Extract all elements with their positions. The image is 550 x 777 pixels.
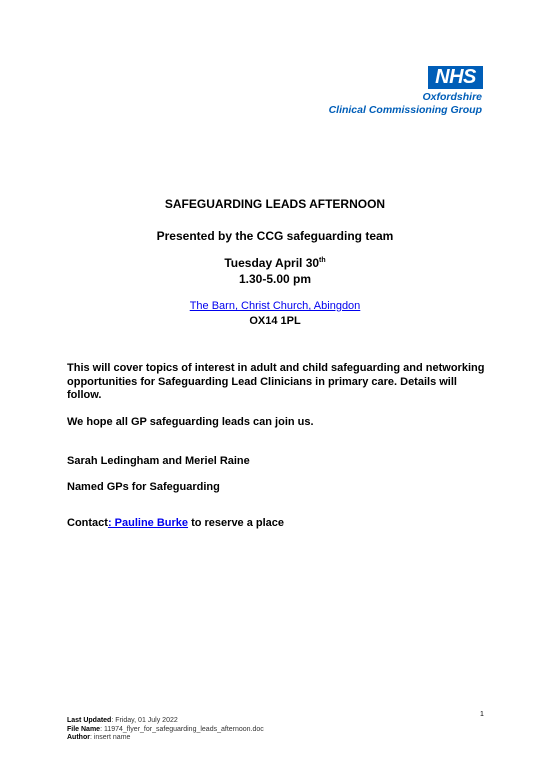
event-date-main: Tuesday April 30	[224, 256, 320, 270]
footer-file-name	[67, 726, 264, 735]
contact-link[interactable]: : Pauline Burke	[107, 517, 189, 529]
file-name-value: : 11974_flyer_for_safeguarding_leads_afternoon.doc	[100, 725, 264, 733]
venue-link[interactable]: The Barn, Christ Church, Abingdon	[189, 300, 361, 312]
file-name-label: File Name	[67, 725, 101, 733]
venue	[0, 300, 550, 312]
event-date-suffix: th	[319, 257, 326, 264]
last-updated-label: Last Updated	[67, 717, 112, 724]
presented-by: Presented by the CCG safeguarding team	[156, 229, 394, 243]
org-name	[329, 91, 482, 117]
last-updated-value: : Friday, 01 July 2022	[111, 717, 178, 724]
contact-line	[67, 517, 487, 531]
page-number: 1	[480, 711, 484, 718]
organiser-names: Sarah Ledingham and Meriel Raine	[67, 455, 250, 467]
event-date	[0, 256, 550, 270]
contact-prefix: Contact	[67, 517, 108, 529]
organiser-role: Named GPs for Safeguarding	[67, 481, 220, 493]
event-title: SAFEGUARDING LEADS AFTERNOON	[164, 197, 386, 211]
invitation-paragraph: We hope all GP safeguarding leads can join us.	[67, 416, 314, 428]
footer-author	[67, 734, 264, 743]
footer-last-updated	[67, 717, 264, 726]
contact-suffix: to reserve a place	[188, 517, 285, 529]
document-footer	[67, 717, 264, 743]
description-paragraph: This will cover topics of interest in adult and child safeguarding and networking opportunities for Safeguarding Lead Clinicians in primary care. Details will follow.	[67, 362, 485, 401]
author-label: Author	[67, 734, 90, 741]
org-line-1: Oxfordshire	[422, 91, 482, 103]
nhs-logo: NHS	[428, 66, 483, 89]
event-time: 1.30-5.00 pm	[238, 272, 312, 286]
postcode: OX14 1PL	[249, 315, 301, 327]
author-value: : insert name	[89, 734, 131, 741]
org-line-2: Clinical Commissioning Group	[328, 104, 482, 116]
